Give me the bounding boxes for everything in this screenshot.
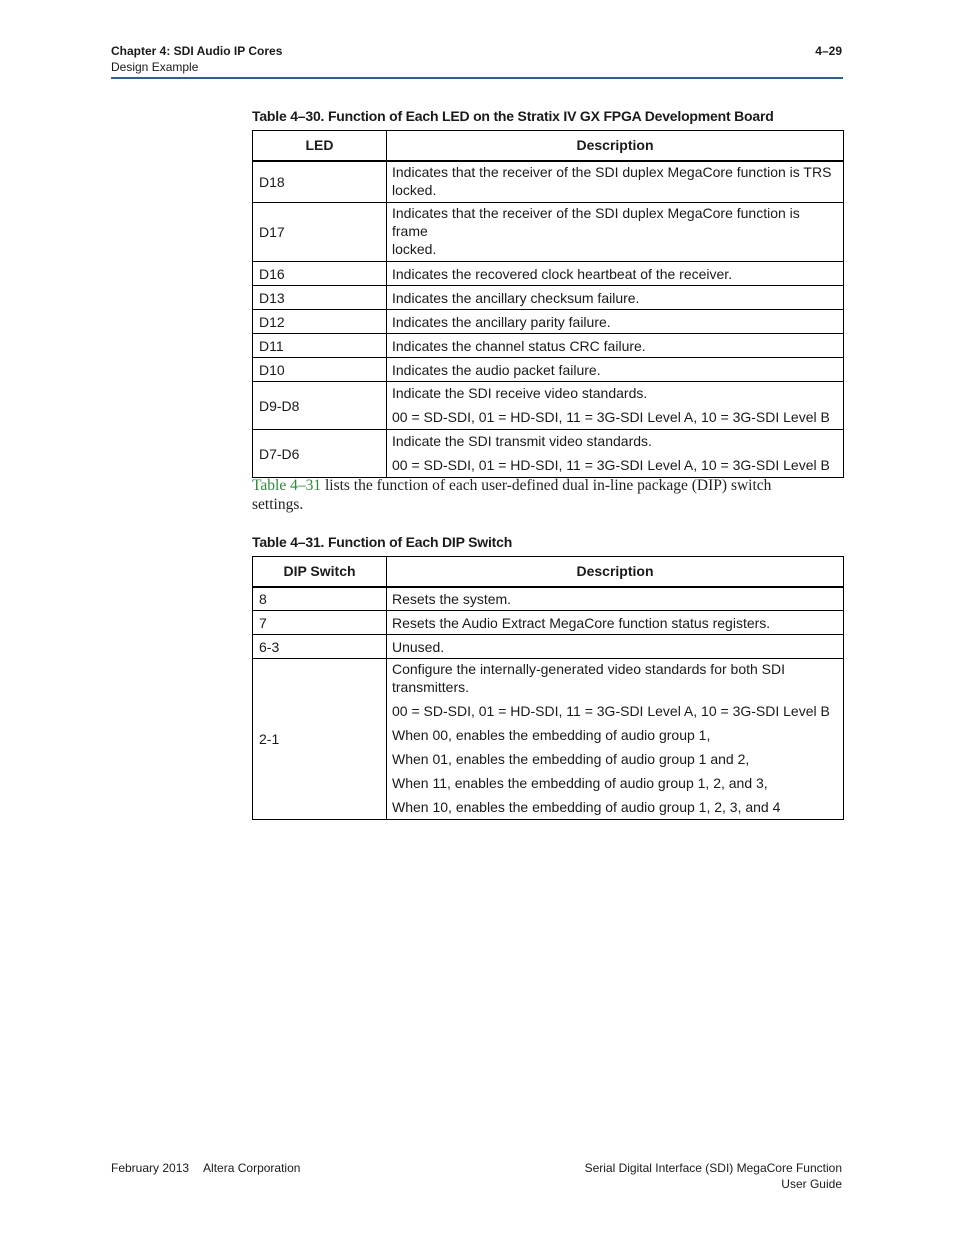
description-line: locked. (392, 241, 437, 257)
description-line: locked. (392, 181, 437, 198)
column-header-description: Description (387, 131, 844, 161)
paragraph-text: lists the function of each user-defined dual in-line package (DIP) switch (321, 477, 772, 494)
table-row (253, 334, 844, 358)
body-paragraph (252, 476, 844, 514)
header-rule (111, 77, 843, 79)
description-cell (387, 334, 844, 358)
description-line: Unused. (392, 638, 445, 655)
running-header (111, 43, 282, 75)
footer-left (111, 1160, 300, 1176)
description-cell (387, 659, 844, 820)
description-line: Resets the system. (392, 590, 512, 607)
led-function-table (252, 130, 844, 478)
description-line: When 10, enables the embedding of audio group 1, 2, 3, and 4 (392, 799, 781, 815)
description-cell (387, 203, 844, 262)
description-line: Indicates that the receiver of the SDI duplex MegaCore function is TRS (392, 163, 832, 180)
footer-right (585, 1160, 842, 1192)
description-cell (387, 430, 844, 478)
footer-date: February 2013 (111, 1161, 190, 1175)
led-cell: D10 (253, 358, 387, 382)
table-row (253, 659, 844, 820)
description-line: 00 = SD-SDI, 01 = HD-SDI, 11 = 3G-SDI Level A, 10 = 3G-SDI Level B (392, 408, 830, 425)
led-cell: D13 (253, 286, 387, 310)
table-row (253, 587, 844, 611)
table-header-row (253, 131, 844, 161)
description-line: Indicates the ancillary parity failure. (392, 313, 611, 330)
table-row (253, 358, 844, 382)
description-cell (387, 310, 844, 334)
page-number: 4–29 (815, 44, 842, 58)
column-header-dip-switch: DIP Switch (253, 557, 387, 587)
led-cell: D11 (253, 334, 387, 358)
table-row (253, 203, 844, 262)
dip-switch-cell: 2-1 (253, 659, 387, 820)
table-row (253, 286, 844, 310)
table-row (253, 635, 844, 659)
table-row (253, 611, 844, 635)
table-row (253, 161, 844, 203)
table-cross-reference-link[interactable]: Table 4–31 (252, 477, 322, 494)
column-header-description: Description (387, 557, 844, 587)
description-cell (387, 382, 844, 430)
led-cell: D12 (253, 310, 387, 334)
table-header-row (253, 557, 844, 587)
table-row (253, 382, 844, 430)
dip-switch-cell: 7 (253, 611, 387, 635)
description-cell (387, 358, 844, 382)
paragraph-text-continued: settings. (252, 496, 304, 513)
description-cell (387, 635, 844, 659)
description-line: Configure the internally-generated video standards for both SDI transmitters. (392, 661, 786, 695)
description-line: Resets the Audio Extract MegaCore function status registers. (392, 614, 771, 631)
description-line: Indicate the SDI transmit video standards. (392, 432, 652, 449)
led-cell: D18 (253, 161, 387, 203)
description-cell (387, 286, 844, 310)
description-line: When 01, enables the embedding of audio group 1 and 2, (392, 751, 750, 767)
led-cell: D9-D8 (253, 382, 387, 430)
description-line: Indicate the SDI receive video standards. (392, 384, 648, 401)
chapter-title: Chapter 4: SDI Audio IP Cores (111, 44, 283, 58)
table-row (253, 430, 844, 478)
footer-doc-type: User Guide (781, 1177, 842, 1191)
table-row (253, 310, 844, 334)
description-line: Indicates that the receiver of the SDI duplex MegaCore function is frame (392, 205, 800, 239)
dip-switch-table (252, 556, 844, 820)
dip-switch-cell: 6-3 (253, 635, 387, 659)
description-line: Indicates the recovered clock heartbeat of the receiver. (392, 265, 733, 282)
footer-company: Altera Corporation (203, 1161, 301, 1175)
description-line: Indicates the audio packet failure. (392, 361, 601, 378)
description-line: Indicates the channel status CRC failure. (392, 337, 646, 354)
description-line: Indicates the ancillary checksum failure. (392, 289, 640, 306)
table-4-31-caption: Table 4–31. Function of Each DIP Switch (252, 534, 513, 550)
footer-doc-title: Serial Digital Interface (SDI) MegaCore Function (584, 1161, 842, 1175)
section-title: Design Example (111, 60, 199, 74)
led-cell: D16 (253, 262, 387, 286)
description-cell (387, 587, 844, 611)
led-cell: D17 (253, 203, 387, 262)
description-line: When 11, enables the embedding of audio group 1, 2, and 3, (392, 775, 768, 791)
description-line: 00 = SD-SDI, 01 = HD-SDI, 11 = 3G-SDI Level A, 10 = 3G-SDI Level B (392, 703, 830, 719)
description-line: 00 = SD-SDI, 01 = HD-SDI, 11 = 3G-SDI Level A, 10 = 3G-SDI Level B (392, 456, 830, 473)
table-row (253, 262, 844, 286)
description-cell (387, 161, 844, 203)
column-header-led: LED (253, 131, 387, 161)
dip-switch-cell: 8 (253, 587, 387, 611)
description-line: When 00, enables the embedding of audio group 1, (392, 727, 711, 743)
led-cell: D7-D6 (253, 430, 387, 478)
description-cell (387, 262, 844, 286)
description-cell (387, 611, 844, 635)
table-4-30-caption: Table 4–30. Function of Each LED on the Stratix IV GX FPGA Development Board (252, 108, 774, 124)
